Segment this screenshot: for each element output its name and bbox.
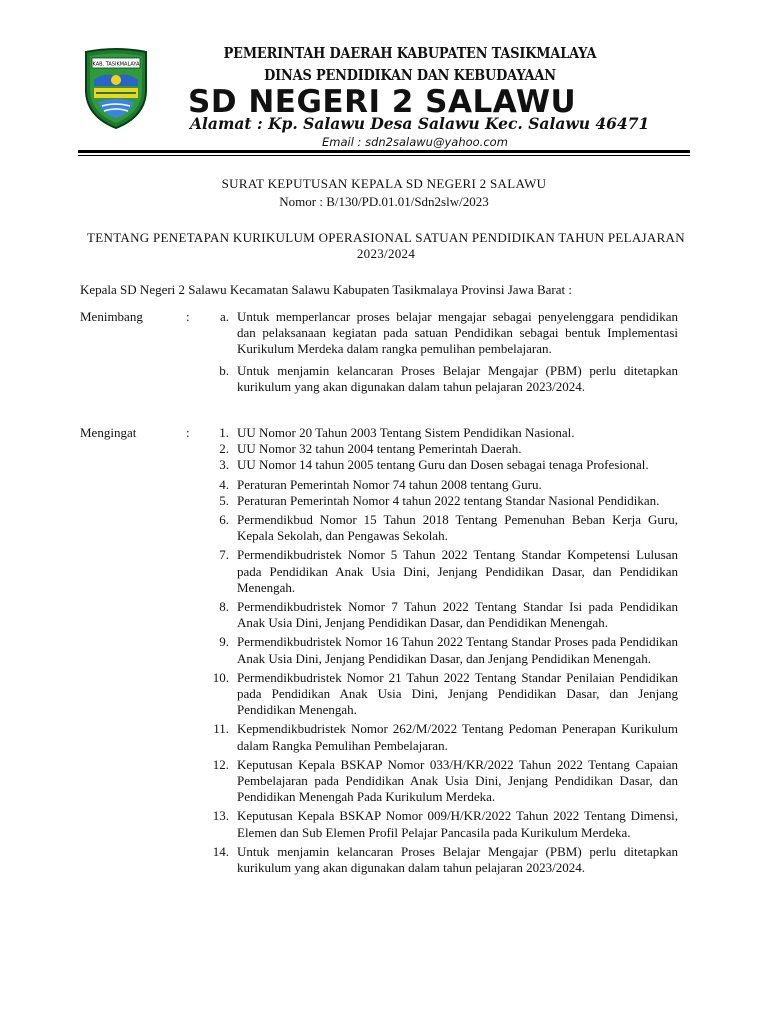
list-item-number: 5. — [219, 492, 229, 508]
regency-seal-logo — [80, 46, 152, 130]
list-item-number: 4. — [219, 476, 229, 492]
list-item-number: 14. — [212, 843, 229, 859]
svg-text:KAB. TASIKMALAYA: KAB. TASIKMALAYA — [92, 61, 140, 68]
list-item — [200, 599, 678, 631]
list-item-text: Permendikbud Nomor 15 Tahun 2018 Tentang Pemenuhan Beban Kerja Guru, Kepala Sekolah, dan Pengawas Sekolah. — [237, 512, 678, 544]
list-item-number: b. — [219, 362, 229, 378]
list-item-text: Permendikbudristek Nomor 21 Tahun 2022 Tentang Standar Penilaian Pendidikan pada Pendidikan Anak Usia Dini, Jenjang Pendidikan Dasar, dan Jenjang Pendidikan Menengah. — [237, 669, 678, 718]
menimbang-list — [200, 309, 678, 395]
list-item — [200, 547, 678, 596]
list-item-text: Keputusan Kepala BSKAP Nomor 033/H/KR/2022 Tahun 2022 Tentang Capaian Pembelajaran pada Pendidikan Anak Usia Dini, Jenjang Pendidikan Dasar, dan Pendidikan Menengah Pada Kurikulum Merdeka. — [237, 756, 678, 805]
list-item-text: Untuk menjamin kelancaran Proses Belajar Mengajar (PBM) perlu ditetapkan kurikulum yang akan digunakan dalam tahun pelajaran 2023/2024. — [237, 362, 678, 394]
list-item-number: 12. — [212, 756, 229, 772]
list-item — [200, 425, 678, 441]
department-name: DINAS PENDIDIKAN DAN KEBUDAYAAN — [264, 66, 556, 84]
list-item — [200, 808, 678, 840]
list-item-text: UU Nomor 20 Tahun 2003 Tentang Sistem Pendidikan Nasional. — [237, 425, 575, 440]
list-item-number: 7. — [219, 547, 229, 563]
list-item — [200, 457, 678, 473]
letterhead-divider-thick — [78, 150, 690, 153]
list-item-text: Untuk memperlancar proses belajar mengajar sebagai penyelenggara pendidikan dan pelaksanaan kegiatan pada satuan Pendidikan sebagai bentuk Implementasi Kurikulum Merdeka dalam rangka pemulihan pembelajaran. — [237, 309, 678, 357]
list-item — [200, 670, 678, 719]
list-item-text: Permendikbudristek Nomor 16 Tahun 2022 Tentang Standar Proses pada Pendidikan Anak Usia Dini, Jenjang Pendidikan Dasar, dan Jenjang Pendidikan Menengah. — [237, 634, 678, 666]
list-item — [200, 309, 678, 358]
list-item-text: UU Nomor 14 tahun 2005 tentang Guru dan Dosen sebagai tenaga Profesional. — [237, 457, 649, 473]
list-item-number: 9. — [219, 634, 229, 650]
section-colon: : — [186, 425, 190, 440]
list-item-text: Keputusan Kepala BSKAP Nomor 009/H/KR/2022 Tahun 2022 Tentang Dimensi, Elemen dan Sub Elemen Profil Pelajar Pancasila pada Kurikulum Merdeka. — [237, 808, 678, 840]
list-item-text: Peraturan Pemerintah Nomor 4 tahun 2022 tentang Standar Nasional Pendidikan. — [237, 492, 660, 508]
decree-subject: TENTANG PENETAPAN KURIKULUM OPERASIONAL SATUAN PENDIDIKAN TAHUN PELAJARAN 2023/2024 — [87, 230, 685, 262]
list-item-number: 8. — [219, 599, 229, 615]
section-label-mengingat: Mengingat — [80, 425, 137, 440]
list-item — [200, 721, 678, 753]
section-colon: : — [186, 309, 190, 324]
list-item-text: UU Nomor 32 tahun 2004 tentang Pemerintah Daerah. — [237, 441, 522, 457]
letterhead-divider-thin — [78, 155, 690, 156]
list-item-text: Kepmendikbudristek Nomor 262/M/2022 Tentang Pedoman Penerapan Kurikulum dalam Rangka Pemulihan Pembelajaran. — [237, 721, 678, 753]
mengingat-list — [200, 425, 678, 876]
list-item-text: Untuk menjamin kelancaran Proses Belajar Mengajar (PBM) perlu ditetapkan kurikulum yang akan digunakan dalam tahun pelajaran 2023/2024. — [237, 843, 678, 876]
list-item — [200, 844, 678, 876]
list-item-number: 11. — [213, 721, 229, 737]
list-item-text: Permendikbudristek Nomor 5 Tahun 2022 Tentang Standar Kompetensi Lulusan pada Pendidikan Anak Usia Dini, Jenjang Pendidikan Dasar, dan Pendidikan Menengah. — [237, 547, 678, 595]
school-email: Email : sdn2salawu@yahoo.com — [322, 135, 508, 149]
government-name: PEMERINTAH DAERAH KABUPATEN TASIKMALAYA — [223, 44, 597, 62]
list-item-text: Peraturan Pemerintah Nomor 74 tahun 2008 tentang Guru. — [237, 476, 542, 492]
list-item-number: 2. — [219, 441, 229, 457]
school-name: SD NEGERI 2 SALAWU — [188, 84, 577, 120]
list-item — [200, 441, 678, 457]
section-label-menimbang: Menimbang — [80, 309, 143, 324]
list-item-number: 13. — [212, 808, 229, 824]
decree-intro: Kepala SD Negeri 2 Salawu Kecamatan Salawu Kabupaten Tasikmalaya Provinsi Jawa Barat : — [80, 282, 572, 297]
list-item — [200, 757, 678, 806]
list-item-number: 3. — [219, 457, 229, 473]
list-item — [200, 493, 678, 509]
list-item-number: 10. — [212, 669, 229, 685]
list-item — [200, 363, 678, 395]
school-address: Alamat : Kp. Salawu Desa Salawu Kec. Salawu 46471 — [190, 114, 650, 133]
decree-title: SURAT KEPUTUSAN KEPALA SD NEGERI 2 SALAWU — [221, 176, 547, 191]
list-item — [200, 477, 678, 493]
decree-number: Nomor : B/130/PD.01.01/Sdn2slw/2023 — [279, 194, 489, 209]
list-item-number: a. — [219, 309, 229, 324]
list-item-text: Permendikbudristek Nomor 7 Tahun 2022 Tentang Standar Isi pada Pendidikan Anak Usia Dini, Jenjang Pendidikan Dasar, dan Pendidikan Menengah. — [237, 599, 678, 631]
list-item-number: 6. — [219, 512, 229, 528]
list-item — [200, 634, 678, 666]
list-item — [200, 512, 678, 544]
list-item-number: 1. — [219, 425, 229, 440]
